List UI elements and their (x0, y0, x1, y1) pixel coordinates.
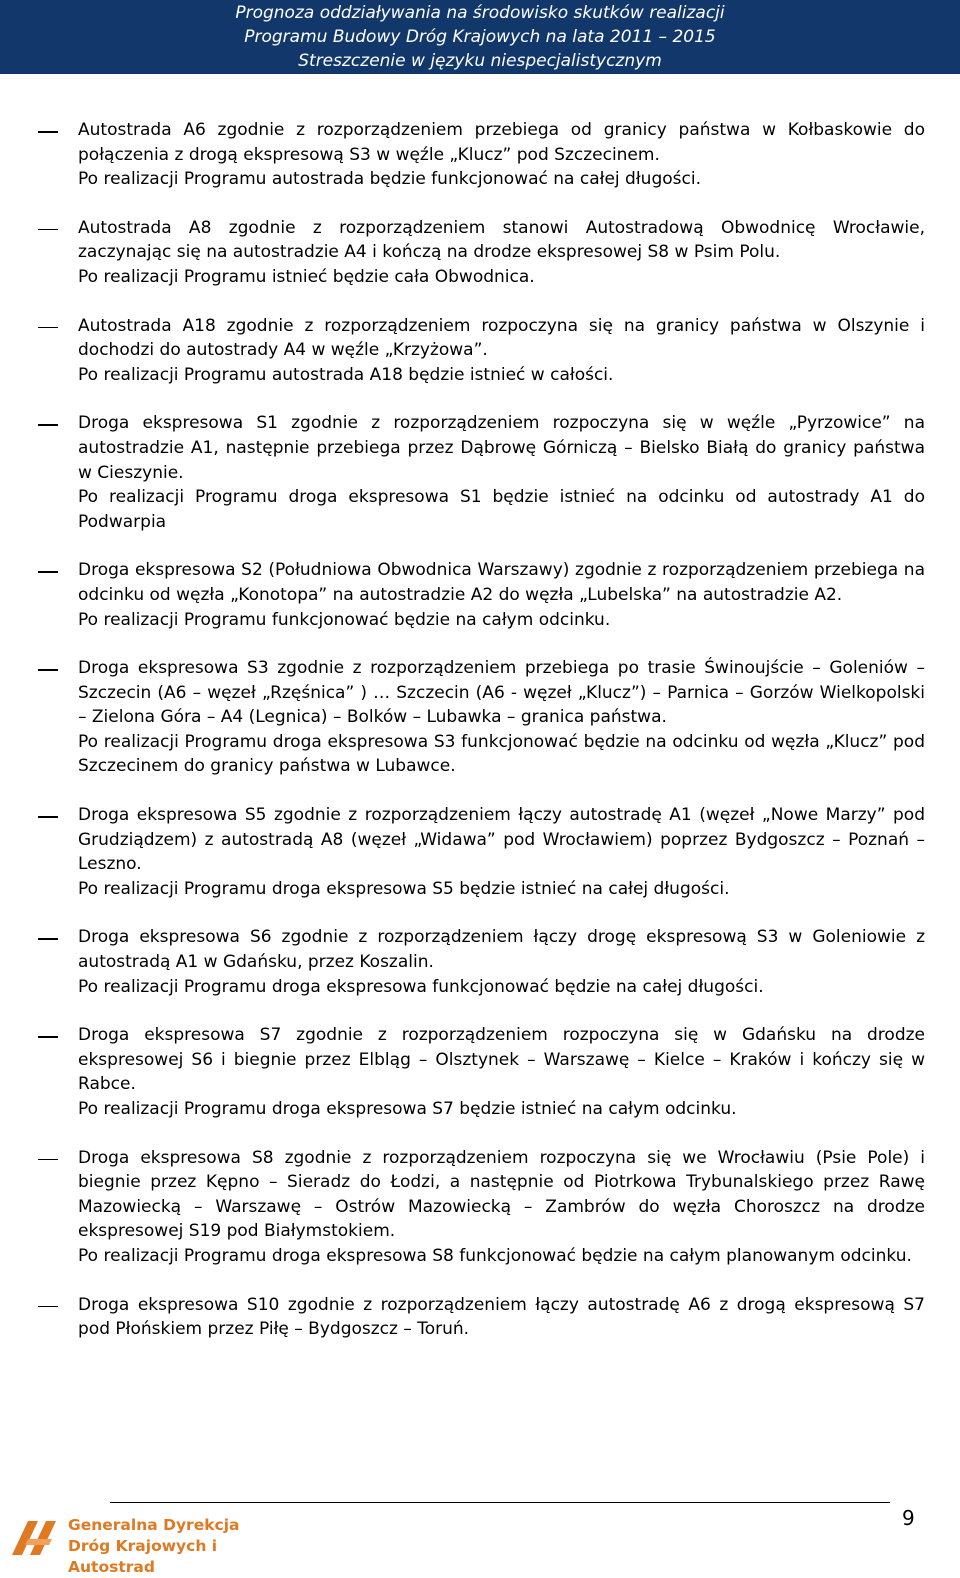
dash-bullet (38, 571, 58, 573)
dash-bullet (38, 1306, 58, 1308)
list-item (0, 925, 960, 999)
item-description: Autostrada A6 zgodnie z rozporządzeniem przebiega od granicy państwa w Kołbaskowie do połączenia z drogą ekspresową S3 w węźle „Klucz” pod Szczecinem. (78, 120, 925, 165)
item-program-note: Po realizacji Programu droga ekspresowa funkcjonować będzie na całej długości. (78, 976, 764, 997)
dash-bullet (38, 816, 58, 818)
list-item (0, 1146, 960, 1269)
item-description: Autostrada A8 zgodnie z rozporządzeniem stanowi Autostradową Obwodnicę Wrocławie, zaczynając się na autostradzie A4 i kończą na drodze ekspresowej S8 w Psim Polu. (78, 217, 925, 263)
list-item (0, 656, 960, 779)
list-item (0, 1023, 960, 1121)
page-number: 9 (902, 1506, 915, 1530)
dash-bullet (38, 1036, 58, 1038)
item-description: Droga ekspresowa S7 zgodnie z rozporządzeniem rozpoczyna się w Gdańsku na drodze ekspresowej S6 i biegnie przez Elbląg – Olsztynek – Warszawę – Kielce – Kraków i kończy się w Rabce. (78, 1025, 925, 1095)
footer-divider (110, 1502, 890, 1503)
list-item (0, 1293, 960, 1342)
item-description: Droga ekspresowa S5 zgodnie z rozporządzeniem łączy autostradę A1 (węzeł „Nowe Marzy” pod Grudziądzem) z autostradą A8 (węzeł „Widawa” pod Wrocławiem) poprzez Bydgoszcz – Poznań – Leszno. (78, 805, 925, 875)
item-description: Droga ekspresowa S8 zgodnie z rozporządzeniem rozpoczyna się we Wrocławiu (Psie Pole) i biegnie przez Kępno – Sieradz do Łodzi, a następnie od Piotrkowa Trybunalskiego przez Rawę Mazowiecką – Warszawę – Ostrów Mazowiecką – Zambrów do węzła Choroszcz na drodze ekspresowej S19 pod Białymstokiem. (78, 1147, 925, 1242)
dash-bullet (38, 1159, 58, 1161)
gddkia-logo (8, 1515, 308, 1576)
item-description: Autostrada A18 zgodnie z rozporządzeniem rozpoczyna się na granicy państwa w Olszynie i dochodzi do autostrady A4 w węźle „Krzyżowa”. (78, 315, 925, 361)
item-program-note: Po realizacji Programu droga ekspresowa S1 będzie istnieć na odcinku od autostrady A1 do Podwarpia (78, 487, 925, 532)
list-item (0, 803, 960, 901)
gddkia-emblem-icon (8, 1515, 64, 1559)
item-description: Droga ekspresowa S1 zgodnie z rozporządzeniem rozpoczyna się w węźle „Pyrzowice” na autostradzie A1, następnie przebiega przez Dąbrowę Górniczą – Bielsko Białą do granicy państwa w Cieszynie. (78, 413, 925, 483)
list-item (0, 118, 960, 192)
header-subtitle: Streszczenie w języku niespecjalistycznym (298, 51, 662, 71)
road-list (0, 118, 960, 1366)
item-program-note: Po realizacji Programu funkcjonować będzie na całym odcinku. (78, 609, 611, 630)
item-program-note: Po realizacji Programu droga ekspresowa S8 funkcjonować będzie na całym planowanym odcinku. (78, 1245, 912, 1266)
item-program-note: Po realizacji Programu droga ekspresowa S5 będzie istnieć na całej długości. (78, 878, 730, 899)
dash-bullet (38, 669, 58, 671)
dash-bullet (38, 229, 58, 231)
item-description: Droga ekspresowa S6 zgodnie z rozporządzeniem łączy drogę ekspresową S3 w Goleniowie z autostradą A1 w Gdańsku, przez Koszalin. (78, 927, 925, 973)
header-title-line-1: Prognoza oddziaływania na środowisko skutków realizacji (235, 3, 725, 23)
item-description: Droga ekspresowa S3 zgodnie z rozporządzeniem przebiega po trasie Świnoujście – Goleniów – Szczecin (A6 – węzeł „Rzęśnica” ) … Szczecin (A6 - węzeł „Klucz”) – Parnica – Gorzów Wielkopolski – Zielona Góra – A4 (Legnica) – Bolków – Lubawka – granica państwa. (78, 658, 925, 728)
dash-bullet (38, 938, 58, 940)
list-item (0, 558, 960, 632)
logo-line-1: Generalna Dyrekcja (68, 1516, 240, 1534)
list-item (0, 216, 960, 290)
item-program-note: Po realizacji Programu istnieć będzie cała Obwodnica. (78, 266, 535, 287)
header-title-line-2: Programu Budowy Dróg Krajowych na lata 2011 – 2015 (244, 27, 716, 47)
list-item (0, 411, 960, 534)
dash-bullet (38, 131, 58, 133)
list-item (0, 314, 960, 388)
item-description: Droga ekspresowa S2 (Południowa Obwodnica Warszawy) zgodnie z rozporządzeniem przebiega na odcinku od węzła „Konotopa” na autostradzie A2 do węzła „Lubelska” na autostradzie A2. (78, 560, 925, 605)
item-program-note: Po realizacji Programu autostrada A18 będzie istnieć w całości. (78, 364, 614, 385)
item-program-note: Po realizacji Programu autostrada będzie funkcjonować na całej długości. (78, 169, 701, 190)
logo-line-2: Dróg Krajowych i Autostrad (68, 1537, 218, 1576)
item-program-note: Po realizacji Programu droga ekspresowa S3 funkcjonować będzie na odcinku od węzła „Klucz” pod Szczecinem do granicy państwa w Lubawce. (78, 731, 925, 777)
item-program-note: Po realizacji Programu droga ekspresowa S7 będzie istnieć na całym odcinku. (78, 1099, 737, 1119)
dash-bullet (38, 327, 58, 329)
document-header (0, 0, 960, 74)
dash-bullet (38, 424, 58, 426)
item-description: Droga ekspresowa S10 zgodnie z rozporządzeniem łączy autostradę A6 z drogą ekspresową S7 pod Płońskiem przez Piłę – Bydgoszcz – Toruń. (78, 1294, 925, 1340)
